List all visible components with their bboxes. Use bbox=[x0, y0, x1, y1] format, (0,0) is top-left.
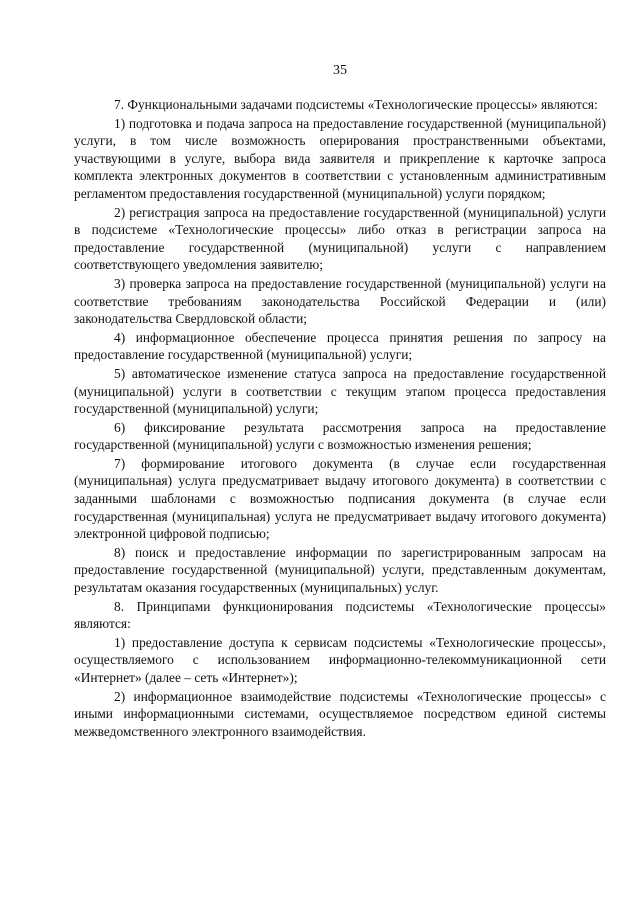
paragraph-item-7-8: 8) поиск и предоставление информации по зарегистрированным запросам на предоставление государственной (муниципальной) услуги, представленным документам, результатам оказания государственных (муниципальных) услуг. bbox=[74, 544, 606, 596]
paragraph-item-7-2: 2) регистрация запроса на предоставление государственной (муниципальной) услуги в подсистеме «Технологические процессы» либо отказ в регистрации запроса на предоставление государственной (муниципальной) услуги с направлением соответствующего уведомления заявителю; bbox=[74, 204, 606, 273]
paragraph-item-7-5: 5) автоматическое изменение статуса запроса на предоставление государственной (муниципальной) услуги в соответствии с текущим этапом процесса предоставления государственной (муниципальной) услуги; bbox=[74, 365, 606, 417]
paragraph-section-7-heading: 7. Функциональными задачами подсистемы «Технологические процессы» являются: bbox=[114, 97, 598, 112]
paragraph-item-7-1: 1) подготовка и подача запроса на предоставление государственной (муниципальной) услуги, в том числе возможность оперирования пространственными объектами, участвующими в услуге, выбора вида заявителя и прикрепление к карточке запроса комплекта электронных документов в соответствии с установленным административным регламентом предоставления государственной (муниципальной) услуги порядком; bbox=[74, 115, 606, 201]
paragraph-item-7-3: 3) проверка запроса на предоставление государственной (муниципальной) услуги на соответствие требованиям законодательства Российской Федерации и (или) законодательства Свердловской области; bbox=[74, 275, 606, 327]
paragraph-item-7-6: 6) фиксирование результата рассмотрения запроса на предоставление государственной (муниципальной) услуги с возможностью изменения решения; bbox=[74, 419, 606, 453]
paragraph-item-8-1: 1) предоставление доступа к сервисам подсистемы «Технологические процессы», осуществляемого с использованием информационно-телекоммуникационной сети «Интернет» (далее – сеть «Интернет»); bbox=[74, 634, 606, 685]
paragraph-item-8-2: 2) информационное взаимодействие подсистемы «Технологические процессы» с иными информационными системами, осуществляемое посредством единой системы межведомственного электронного взаимодействия. bbox=[74, 688, 606, 739]
paragraph-section-8-heading: 8. Принципами функционирования подсистемы «Технологические процессы» являются: bbox=[74, 598, 606, 632]
page-number: 35 bbox=[333, 63, 347, 78]
paragraph-item-7-4: 4) информационное обеспечение процесса принятия решения по запросу на предоставление государственной (муниципальной) услуги; bbox=[74, 329, 606, 363]
paragraph-item-7-7: 7) формирование итогового документа (в случае если государственная (муниципальная) услуга предусматривает выдачу итогового документа) в соответствии с заданными шаблонами с возможностью подписания документа (в случае если государственная (муниципальная) услуга не предусматривает выдачу итогового документа) электронной цифровой подписью; bbox=[74, 455, 606, 542]
